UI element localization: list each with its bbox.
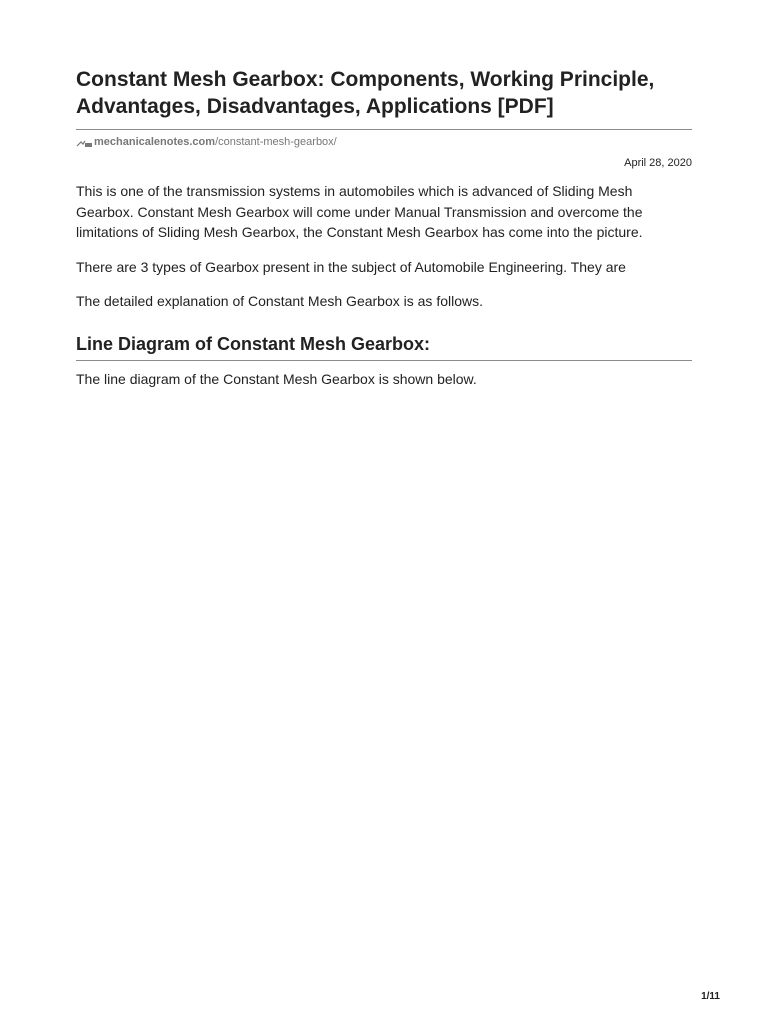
source-domain-link[interactable]: mechanicalenotes.com	[94, 136, 216, 148]
section-divider	[76, 360, 692, 361]
publish-date: April 28, 2020	[624, 157, 692, 169]
source-line	[76, 135, 692, 149]
section-heading: Line Diagram of Constant Mesh Gearbox:	[76, 333, 431, 354]
source-path: /constant-mesh-gearbox/	[215, 136, 337, 148]
page-number: 1/11	[701, 991, 720, 1002]
document-page	[76, 66, 692, 389]
types-paragraph: There are 3 types of Gearbox present in the subject of Automobile Engineering. They are	[76, 258, 626, 275]
intro-paragraph: This is one of the transmission systems in automobiles which is advanced of Sliding Mesh Gearbox. Constant Mesh Gearbox will come under Manual Transmission and overcome the limitations of Sliding Mesh Gearbox, the Constant Mesh Gearbox has come into the picture.	[76, 183, 643, 240]
title-divider	[76, 129, 692, 130]
explanation-paragraph: The detailed explanation of Constant Mesh Gearbox is as follows.	[76, 293, 484, 309]
section-paragraph: The line diagram of the Constant Mesh Gearbox is shown below.	[76, 370, 477, 387]
site-logo-icon	[76, 138, 93, 146]
article-title: Constant Mesh Gearbox: Components, Working Principle, Advantages, Disadvantages, Applications [PDF]	[76, 68, 655, 118]
